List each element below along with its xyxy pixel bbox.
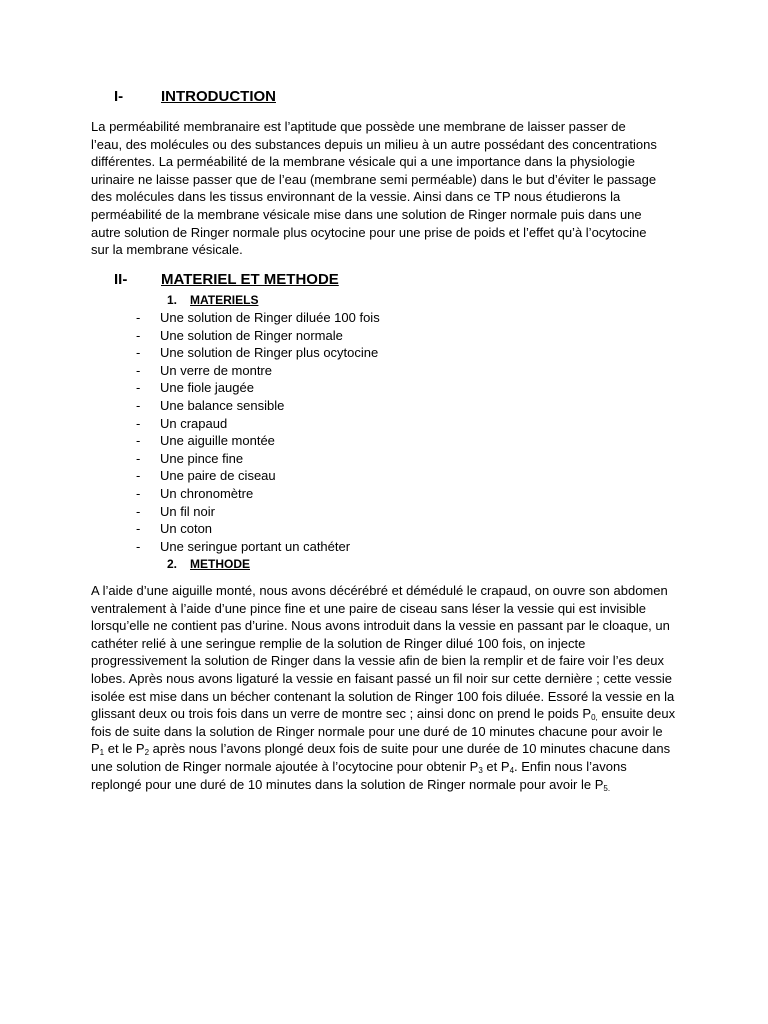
paragraph-line: cathéter relié à une seringue remplie de la solution de Ringer dilué 100 fois, on injecte [91, 635, 586, 651]
paragraph-line [91, 705, 676, 723]
text-fragment: P [91, 741, 100, 757]
paragraph-line: l’eau, des molécules ou des substances depuis un milieu à un autre possédant des concentrations [91, 136, 657, 152]
subsection-heading-methode [167, 556, 250, 572]
list-dash: - [136, 485, 141, 501]
section-number: II- [114, 271, 128, 288]
paragraph-line: A l’aide d’une aiguille monté, nous avons décérébré et démédulé le crapaud, on ouvre son abdomen [91, 583, 668, 598]
section-title: MATERIEL ET METHODE [161, 271, 339, 288]
paragraph-line: lobes. Après nous avons ligaturé la vessie en faisant passé un fil noir sur cette dernière ; cette vessie [91, 670, 672, 686]
paragraph-line: progressivement la solution de Ringer dans la vessie afin de bien la remplir et de faire voir l’es deux [91, 653, 665, 669]
list-item-text: Un verre de montre [160, 362, 272, 378]
paragraph-line: autre solution de Ringer normale plus ocytocine pour une prise de poids et l’effet qu’à l’ocytocine [91, 224, 647, 240]
paragraph-line: perméabilité de la membrane vésicale mise dans une solution de Ringer normale puis dans une [91, 206, 642, 222]
text-fragment: replongé pour une duré de 10 minutes dans la solution de Ringer normale pour avoir le P [91, 776, 604, 792]
subsection-title: MATERIELS [190, 293, 259, 307]
text-fragment: une solution de Ringer normale ajoutée à l’ocytocine pour obtenir P [91, 758, 479, 774]
section-number: I- [114, 88, 124, 105]
paragraph-line: lorsqu’elle ne contient pas d’urine. Nous avons introduit dans la vessie en passant par le cloaque, un [91, 618, 670, 634]
list-dash: - [136, 433, 141, 449]
list-dash: - [136, 450, 141, 466]
paragraph-line: fois de suite dans la solution de Ringer normale pour une duré de 10 minutes chacune pour avoir le [91, 723, 663, 739]
list-dash: - [136, 380, 141, 396]
list-item-text: Une paire de ciseau [160, 468, 276, 484]
subscript: 3 [478, 765, 483, 775]
list-dash: - [136, 310, 141, 325]
list-item-text: Une balance sensible [160, 397, 285, 413]
text-fragment: ensuite deux [597, 706, 676, 722]
list-item-text: Un fil noir [160, 503, 215, 519]
paragraph-line: isolée est mise dans un bécher contenant la solution de Ringer 100 fois diluée. Essoré la vessie en la [91, 688, 675, 704]
text-fragment: et P [482, 758, 510, 774]
list-item-text: Une pince fine [160, 450, 244, 466]
paragraph-line [91, 776, 673, 794]
list-dash: - [136, 538, 141, 554]
method-paragraph [91, 582, 676, 793]
list-item-text: Un coton [160, 521, 213, 537]
subscript: 0, [591, 713, 598, 723]
paragraph-line: La perméabilité membranaire est l’aptitude que possède une membrane de laisser passer de [91, 119, 626, 134]
list-item-text: Une solution de Ringer diluée 100 fois [160, 310, 380, 325]
list-dash: - [136, 415, 141, 431]
section-title: INTRODUCTION [161, 88, 276, 105]
list-item-text: Une aiguille montée [160, 433, 275, 449]
list-item-text: Une seringue portant un cathéter [160, 538, 351, 554]
paragraph-line [91, 758, 673, 776]
paragraph-line: différentes. La perméabilité de la membrane vésicale qui a une importance dans la physiologie [91, 154, 635, 170]
list-dash: - [136, 521, 141, 537]
subscript: 1 [99, 748, 105, 758]
list-item-text: Un chronomètre [160, 485, 254, 501]
text-fragment: après nous l’avons plongé deux fois de suite pour une durée de 10 minutes chacune dans [149, 741, 671, 757]
list-dash: - [136, 327, 141, 343]
subsection-number: 1. [167, 293, 178, 307]
text-fragment: glissant deux ou trois fois dans un verre de montre sec ; ainsi donc on prend le poids P [91, 706, 592, 722]
subsection-title: METHODE [190, 557, 250, 571]
subsection-number: 2. [167, 557, 178, 571]
text-fragment: . Enfin nous l’avons [514, 758, 627, 774]
paragraph-line: ventralement à l’aide d’une pince fine et une paire de ciseau sans léser la vessie qui est invisible [91, 600, 646, 616]
list-dash: - [136, 397, 141, 413]
list-dash: - [136, 468, 141, 484]
paragraph-line: des molécules dans les tissus environnant de la vessie. Ainsi dans ce TP nous étudierons la [91, 189, 621, 205]
list-item-text: Une solution de Ringer normale [160, 327, 343, 343]
list-dash: - [136, 345, 141, 361]
list-dash: - [136, 362, 141, 378]
list-item-text: Une solution de Ringer plus ocytocine [160, 345, 379, 361]
subscript: 5. [603, 783, 611, 793]
paragraph-line: sur la membrane vésicale. [91, 242, 243, 258]
subscript: 2 [144, 748, 150, 758]
text-fragment: et le P [104, 741, 145, 757]
subscript: 4 [509, 765, 515, 775]
paragraph-line: urinaire ne laisse passer que de l’eau (membrane semi perméable) dans le but d’éviter le passage [91, 171, 657, 187]
list-dash: - [136, 503, 141, 519]
list-item-text: Un crapaud [160, 415, 228, 431]
paragraph-line [91, 740, 673, 758]
subsection-heading-materiels [167, 292, 258, 308]
introduction-paragraph [91, 118, 673, 259]
list-item-text: Une fiole jaugée [160, 380, 254, 396]
